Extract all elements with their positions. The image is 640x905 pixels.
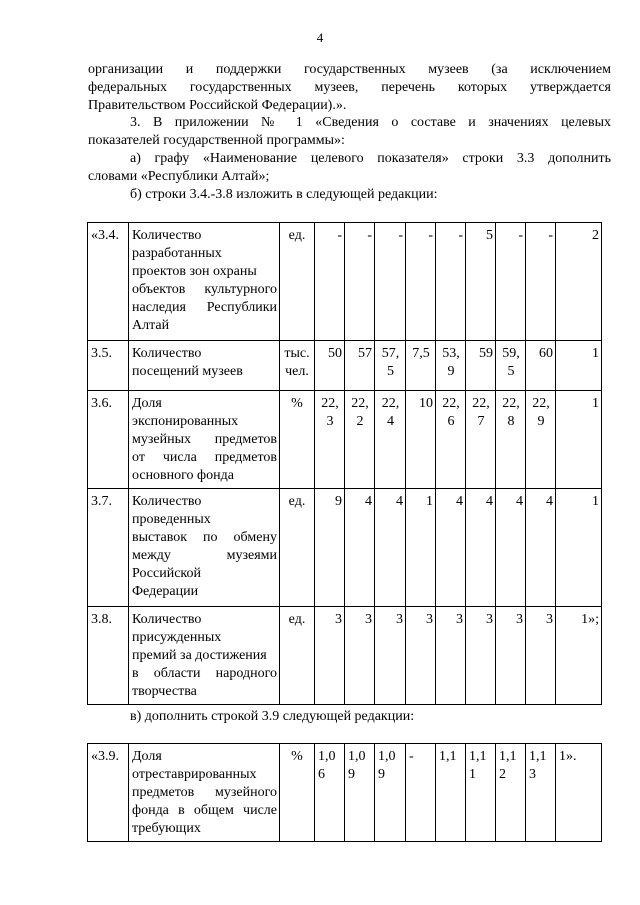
paragraph-line: 3. В приложении № 1 «Сведения о составе и значениях целевых bbox=[130, 115, 611, 130]
unit: ед. bbox=[280, 489, 315, 607]
indicator-name-line: Количество bbox=[132, 612, 202, 627]
indicator-name-line: от числа предметов bbox=[132, 450, 277, 465]
paragraph-line: показателей государственной программы»: bbox=[88, 133, 345, 148]
value-cell: 1,1 bbox=[436, 744, 466, 842]
value-cell: 1 bbox=[556, 391, 602, 489]
table-row bbox=[88, 489, 602, 607]
indicator-name-line: объектов культурного bbox=[132, 282, 277, 297]
value-cell: 22, 7 bbox=[466, 391, 496, 489]
indicator-name-line: Доля bbox=[132, 396, 162, 411]
paragraph-3 bbox=[88, 150, 611, 186]
indicator-name bbox=[129, 223, 280, 341]
paragraph-4 bbox=[88, 186, 611, 204]
value-cell: 1,0 6 bbox=[315, 744, 345, 842]
value-cell: 57 bbox=[345, 341, 375, 391]
indicator-name-line: выставок по обмену bbox=[132, 530, 277, 545]
indicator-name-line: проектов зон охраны bbox=[132, 264, 257, 279]
value-cell: 4 bbox=[466, 489, 496, 607]
value-cell: - bbox=[406, 223, 436, 341]
indicator-name-line: музейных предметов bbox=[132, 432, 277, 447]
value-cell: 4 bbox=[436, 489, 466, 607]
value-cell: 59 bbox=[466, 341, 496, 391]
value-cell: 3 bbox=[406, 607, 436, 705]
value-cell: 9 bbox=[315, 489, 345, 607]
value-cell: 10 bbox=[406, 391, 436, 489]
indicator-name-line: премий за достижения bbox=[132, 648, 267, 663]
indicator-name-line: проведенных bbox=[132, 512, 211, 527]
value-cell: 22, 6 bbox=[436, 391, 466, 489]
value-cell: 1,0 9 bbox=[345, 744, 375, 842]
value-cell: 22, 4 bbox=[375, 391, 406, 489]
value-cell: 1,0 9 bbox=[375, 744, 406, 842]
indicator-name-line: присужденных bbox=[132, 630, 222, 645]
indicator-3-9-table bbox=[87, 743, 602, 842]
paragraph-line: а) графу «Наименование целевого показателя» строки 3.3 дополнить bbox=[130, 151, 611, 166]
indicator-name-line: между музеями bbox=[132, 548, 277, 563]
indicator-name-line: Количество bbox=[132, 346, 202, 361]
table-row bbox=[88, 607, 602, 705]
value-cell: 22, 2 bbox=[345, 391, 375, 489]
value-cell: 53, 9 bbox=[436, 341, 466, 391]
row-number: «3.4. bbox=[88, 223, 129, 341]
indicator-name-line: Количество bbox=[132, 228, 202, 243]
indicator-name-line: фонда в общем числе bbox=[132, 803, 277, 818]
value-cell: 1»; bbox=[556, 607, 602, 705]
value-cell: 4 bbox=[496, 489, 526, 607]
paragraph-v: в) дополнить строкой 3.9 следующей редакции: bbox=[130, 709, 415, 724]
indicator-name-line: отреставрированных bbox=[132, 767, 257, 782]
value-cell: 59, 5 bbox=[496, 341, 526, 391]
value-cell: 22, 3 bbox=[315, 391, 345, 489]
value-cell: 3 bbox=[315, 607, 345, 705]
value-cell: - bbox=[526, 223, 556, 341]
value-cell: 4 bbox=[375, 489, 406, 607]
paragraph-line: организации и поддержки государственных музеев (за исключением bbox=[88, 62, 611, 77]
row-number: «3.9. bbox=[88, 744, 129, 842]
value-cell: - bbox=[406, 744, 436, 842]
value-cell: 1 bbox=[556, 489, 602, 607]
value-cell: - bbox=[436, 223, 466, 341]
indicator-name bbox=[129, 341, 280, 391]
indicator-name-line: посещений музеев bbox=[132, 364, 243, 379]
paragraph-line: Правительством Российской Федерации).». bbox=[88, 98, 347, 113]
indicator-name bbox=[129, 489, 280, 607]
value-cell: 1,1 1 bbox=[466, 744, 496, 842]
value-cell: 22, 8 bbox=[496, 391, 526, 489]
table-row bbox=[88, 744, 602, 842]
indicator-name-line: основного фонда bbox=[132, 468, 234, 483]
indicator-name-line: Доля bbox=[132, 749, 162, 764]
unit: % bbox=[280, 391, 315, 489]
row-number: 3.5. bbox=[88, 341, 129, 391]
table-row bbox=[88, 391, 602, 489]
indicator-name bbox=[129, 607, 280, 705]
indicator-name-line: требующих bbox=[132, 821, 201, 836]
value-cell: 3 bbox=[345, 607, 375, 705]
paragraph-1 bbox=[88, 61, 611, 115]
unit: % bbox=[280, 744, 315, 842]
paragraph-line: федеральных государственных музеев, перечень которых утверждается bbox=[88, 80, 611, 95]
page-number: 4 bbox=[316, 30, 324, 45]
value-cell: 1,1 2 bbox=[496, 744, 526, 842]
value-cell: - bbox=[345, 223, 375, 341]
value-cell: 1». bbox=[556, 744, 602, 842]
indicator-name-line: Федерации bbox=[132, 584, 199, 599]
row-number: 3.6. bbox=[88, 391, 129, 489]
indicator-name bbox=[129, 391, 280, 489]
indicator-name-line: экспонированных bbox=[132, 414, 239, 429]
indicator-name-line: творчества bbox=[132, 684, 197, 699]
indicator-name-line: наследия Республики bbox=[132, 300, 277, 315]
value-cell: 1 bbox=[406, 489, 436, 607]
value-cell: - bbox=[496, 223, 526, 341]
indicator-name-line: предметов музейного bbox=[132, 785, 277, 800]
value-cell: 3 bbox=[436, 607, 466, 705]
value-cell: 1,1 3 bbox=[526, 744, 556, 842]
value-cell: 4 bbox=[345, 489, 375, 607]
value-cell: 22, 9 bbox=[526, 391, 556, 489]
value-cell: 57, 5 bbox=[375, 341, 406, 391]
value-cell: 4 bbox=[526, 489, 556, 607]
value-cell: - bbox=[315, 223, 345, 341]
unit: тыс. чел. bbox=[280, 341, 315, 391]
value-cell: 3 bbox=[375, 607, 406, 705]
indicators-table bbox=[87, 222, 602, 705]
paragraph-2 bbox=[88, 114, 611, 150]
indicator-name-line: разработанных bbox=[132, 246, 222, 261]
value-cell: 7,5 bbox=[406, 341, 436, 391]
paragraph-line: б) строки 3.4.-3.8 изложить в следующей редакции: bbox=[130, 187, 438, 202]
unit: ед. bbox=[280, 607, 315, 705]
value-cell: 3 bbox=[466, 607, 496, 705]
row-number: 3.8. bbox=[88, 607, 129, 705]
value-cell: 5 bbox=[466, 223, 496, 341]
value-cell: 50 bbox=[315, 341, 345, 391]
value-cell: 60 bbox=[526, 341, 556, 391]
indicator-name-line: Количество bbox=[132, 494, 202, 509]
value-cell: 3 bbox=[526, 607, 556, 705]
value-cell: 3 bbox=[496, 607, 526, 705]
table-row bbox=[88, 223, 602, 341]
table-row bbox=[88, 341, 602, 391]
indicator-name-line: в области народного bbox=[132, 666, 277, 681]
value-cell: - bbox=[375, 223, 406, 341]
indicator-name-line: Российской bbox=[132, 566, 201, 581]
paragraph-line: словами «Республики Алтай»; bbox=[88, 169, 270, 184]
unit: ед. bbox=[280, 223, 315, 341]
value-cell: 2 bbox=[556, 223, 602, 341]
indicator-name bbox=[129, 744, 280, 842]
indicator-name-line: Алтай bbox=[132, 318, 170, 333]
row-number: 3.7. bbox=[88, 489, 129, 607]
value-cell: 1 bbox=[556, 341, 602, 391]
